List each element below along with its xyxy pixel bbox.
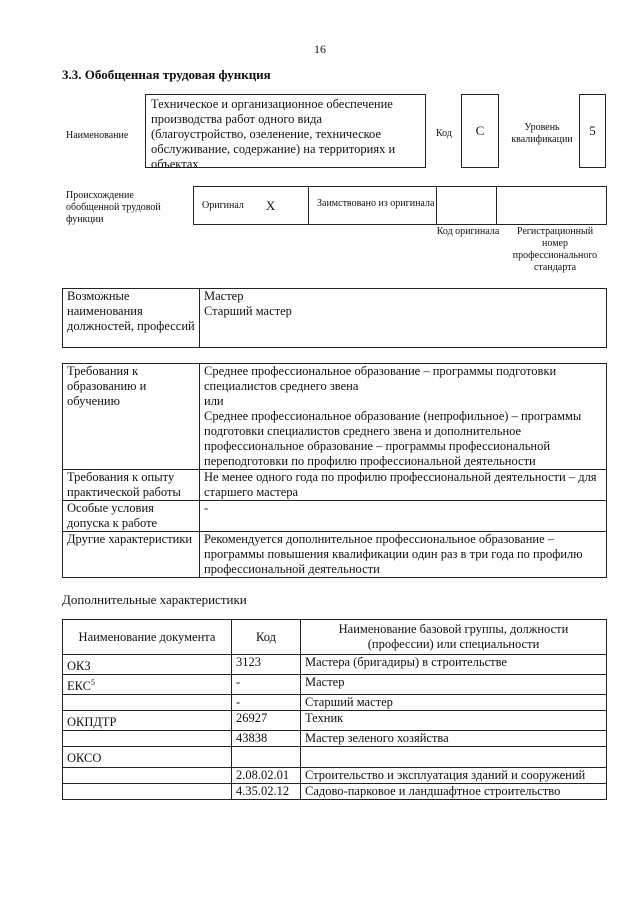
doc-name: ЕКС (67, 679, 91, 694)
code-original-caption: Код оригинала (436, 226, 500, 237)
position-item: Старший мастер (204, 304, 292, 318)
requirement-line: Среднее профессиональное образование (непрофильное) – программы подготовки специалистов среднего звена и дополнительное профессиональное образование – программы профессиональной переподготовки по профилю профессиональной деятельности (204, 409, 582, 468)
table-row (63, 783, 607, 799)
group-name-cell: Старший мастер (301, 695, 607, 711)
table-row (63, 501, 607, 532)
requirement-line: Не менее одного года по профилю профессиональной деятельности – для старшего мастера (204, 470, 597, 499)
name-label: Наименование (66, 130, 129, 141)
doc-cell (63, 655, 232, 675)
code-label: Код (436, 128, 452, 139)
group-name-cell: Мастер зеленого хозяйства (301, 731, 607, 747)
requirement-line: Рекомендуется дополнительное профессиональное образование – программы повышения квалификации один раз в три года по профилю профессиональной деятельности (204, 532, 583, 576)
origin-label: Происхождение обобщенной трудовой функции (66, 190, 161, 225)
origin-original-cell (194, 187, 309, 224)
origin-borrowed-cell (309, 187, 437, 224)
group-name-cell (301, 747, 607, 767)
doc-name: ОКПДТР (67, 715, 117, 730)
positions-label: Возможные наименования должностей, профессий (63, 289, 200, 348)
doc-cell (63, 731, 232, 747)
table-row (63, 675, 607, 695)
code-cell: 2.08.02.01 (232, 767, 301, 783)
group-name-cell: Мастера (бригадиры) в строительстве (301, 655, 607, 675)
table-row (63, 364, 607, 470)
code-cell: - (232, 695, 301, 711)
requirement-line: - (204, 501, 209, 515)
requirement-value (200, 532, 607, 578)
group-name-cell: Мастер (301, 675, 607, 695)
requirement-value (200, 470, 607, 501)
table-row (63, 695, 607, 711)
doc-name: ОКСО (67, 751, 102, 766)
original-mark: X (265, 197, 276, 213)
doc-cell (63, 695, 232, 711)
header-code: Код (232, 620, 301, 655)
table-row (63, 655, 607, 675)
table-row (63, 711, 607, 731)
requirement-value (200, 364, 607, 470)
origin-row (193, 186, 607, 225)
table-row (63, 532, 607, 578)
code-cell: 3123 (232, 655, 301, 675)
group-name-cell: Техник (301, 711, 607, 731)
table-row (63, 470, 607, 501)
code-value-box: C (461, 94, 499, 168)
doc-name: ОКЗ (67, 659, 91, 674)
header-document: Наименование документа (63, 620, 232, 655)
additional-table-body (63, 655, 607, 800)
code-cell: - (232, 675, 301, 695)
page-number: 16 (314, 42, 326, 56)
doc-cell (63, 711, 232, 731)
function-name-box: Техническое и организационное обеспечение производства работ одного вида (благоустройство, озеленение, техническое обслуживание, содержание) на территориях и объектах (145, 94, 426, 168)
footnote-mark: 5 (91, 678, 95, 688)
doc-cell (63, 767, 232, 783)
table-row (63, 767, 607, 783)
requirement-label: Другие характеристики (63, 532, 200, 578)
requirement-value (200, 501, 607, 532)
requirements-table (62, 363, 607, 578)
requirement-line: или (204, 394, 224, 408)
positions-table (62, 288, 607, 348)
table-row (63, 747, 607, 767)
doc-cell (63, 783, 232, 799)
additional-table (62, 619, 607, 800)
borrowed-label: Заимствовано из оригинала (317, 198, 435, 209)
header-name: Наименование базовой группы, должности (профессии) или специальности (301, 620, 607, 655)
table-row (63, 731, 607, 747)
additional-title: Дополнительные характеристики (62, 592, 247, 607)
doc-cell (63, 675, 232, 695)
requirement-label: Особые условия допуска к работе (63, 501, 200, 532)
origin-code-cell (437, 187, 497, 224)
level-label: Уровень квалификации (511, 122, 573, 145)
code-cell: 43838 (232, 731, 301, 747)
group-name-cell: Садово-парковое и ландшафтное строительство (301, 783, 607, 799)
table-header-row (63, 620, 607, 655)
doc-cell (63, 747, 232, 767)
section-title: 3.3. Обобщенная трудовая функция (62, 67, 271, 82)
code-cell: 4.35.02.12 (232, 783, 301, 799)
requirement-label: Требования к образованию и обучению (63, 364, 200, 470)
requirement-label: Требования к опыту практической работы (63, 470, 200, 501)
code-cell: 26927 (232, 711, 301, 731)
requirement-line: Среднее профессиональное образование – программы подготовки специалистов среднего звена (204, 364, 557, 393)
table-row (63, 289, 607, 348)
position-item: Мастер (204, 289, 244, 303)
code-cell (232, 747, 301, 767)
positions-values (200, 289, 607, 348)
origin-reg-cell (497, 187, 606, 224)
reg-number-caption: Регистрационный номер профессионального стандарта (512, 226, 598, 273)
level-value-box: 5 (579, 94, 606, 168)
original-label: Оригинал (202, 199, 244, 211)
group-name-cell: Строительство и эксплуатация зданий и сооружений (301, 767, 607, 783)
